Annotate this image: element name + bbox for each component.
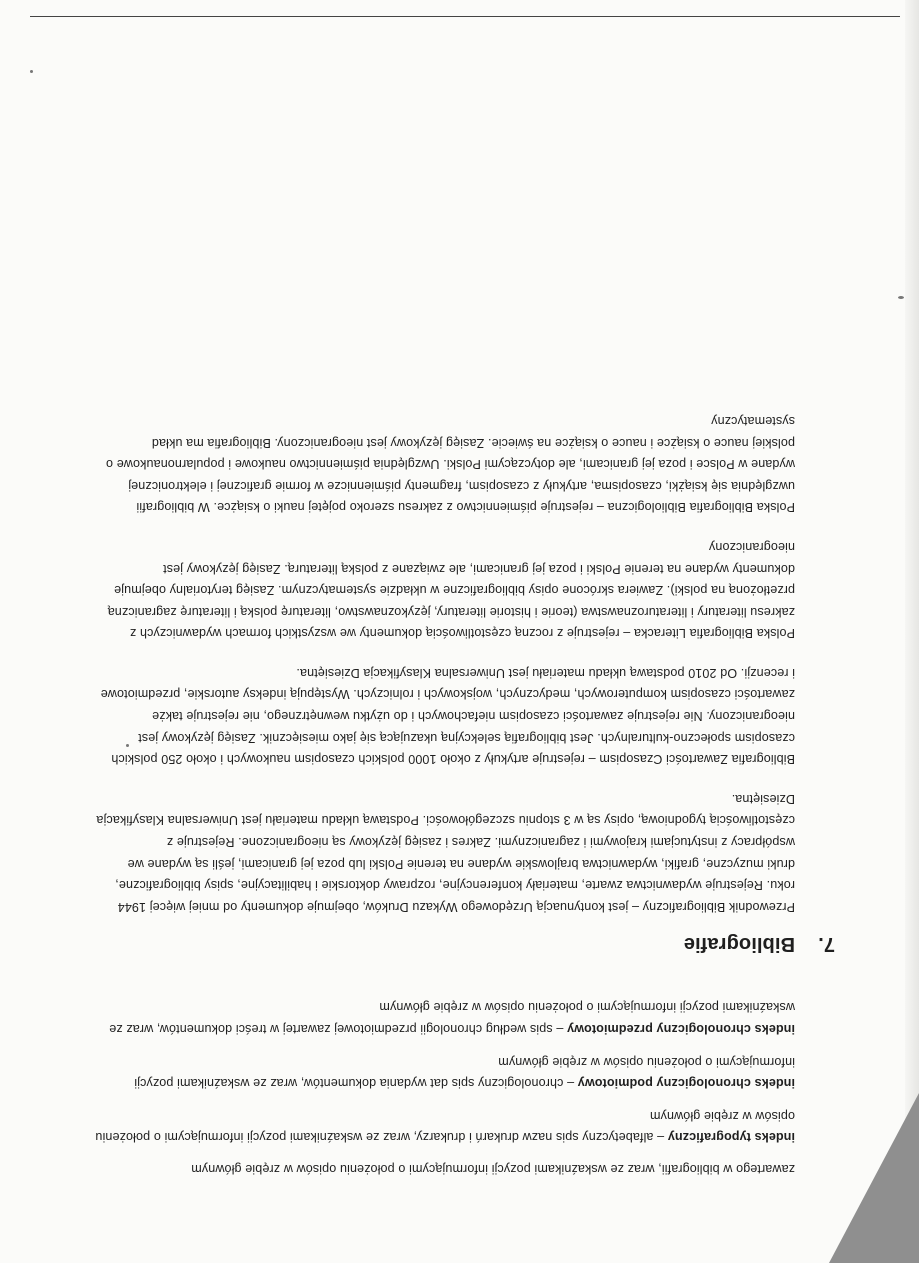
document-body — [95, 391, 835, 1179]
index-term: indeks chronologiczny podmiotowy — [577, 1076, 795, 1091]
spacer — [95, 965, 795, 985]
index-entry-chrono-object — [95, 996, 795, 1039]
index-term: indeks typograficzny — [667, 1130, 795, 1145]
continuation-text: zawartego w bibliografii, wraz ze wskaźnikami pozycji informującymi o położeniu opisów w zrębie głównym — [191, 1162, 795, 1176]
index-description: – alfabetyczny spis nazw drukarń i drukarzy, wraz ze wskaźnikami pozycji informującymi o położeniu opisów w zrębie głównym — [95, 1108, 795, 1145]
folded-corner — [829, 1093, 919, 1263]
index-term: indeks chronologiczny przedmiotowy — [566, 1022, 795, 1037]
paragraph-pbb: Polska Bibliografia Bibliologiczna – rejestruje piśmiennictwo z zakresu szeroko pojętej nauki o książce. W bibliografii uwzględnia się książki, czasopisma, artykuły z czasopism, fragmenty piśmiennicze w formie graficznej i elektronicznej wydane w Polsce i poza jej granicami, ale dotyczącymi Polski. Uwzględnia piśmiennictwo naukowe i popularnonaukowe o polskiej nauce o książce i nauce o książce na świecie. Zasięg językowy jest nieograniczony. Bibliografia ma układ systematyczny — [105, 413, 795, 515]
paragraph-bzc: Bibliografia Zawartości Czasopism – rejestruje artykuły z około 1000 polskich czasopism naukowych i około 250 polskich czasopism społeczno-kulturalnych. Jest bibliografią selekcyjną ukazującą się jako miesięcznik. Zasięg językowy jest nieograniczony. Nie rejestruje zawartości czasopism niefachowych i do użytku wewnętrznego, nie rejestruje także zawartości czasopism komputerowych, medycznych, wojskowych i rolniczych. Występują indeksy autorskie, przedmiotowe i recenzji. Od 2010 podstawą układu materiału jest Uniwersalna Klasyfikacja Dziesiętna. — [100, 665, 795, 767]
paragraph-pbl: Polska Bibliografia Literacka – rejestruje z roczną częstotliwością dokumenty we wszystkich formach wydawniczych z zakresu literatury i literaturoznawstwa (teorie i historie literatury, językoznawstwo, literaturę polską i literaturę zagraniczną przetłożoną na polski). Zawiera skrócone opisy bibliograficzne w układzie systematycznym. Zasięg terytorialny obejmuje dokumenty wydane na terenie Polski i poza jej granicami, ale związane z polską literaturą. Zasięg językowy jest nieograniczony — [107, 539, 795, 641]
section-heading — [95, 931, 835, 957]
index-entry-chrono-subject — [95, 1050, 795, 1093]
scan-speck — [126, 744, 129, 747]
paragraph-przewodnik: Przewodnik Bibliograficzny – jest kontynuacją Urzędowego Wykazu Druków, obejmuje dokumenty od mniej więcej 1944 roku. Rejestruje wydawnictwa zwarte, materiały konferencyjne, rozprawy doktorskie i habilitacyjne, spisy bibliograficzne, druki muzyczne, grafiki, wydawnictwa brajlowskie wydane na terenie Polski lub poza jej granicami, jeśli są wydane we współpracy z instytucjami krajowymi i zagranicznymi. Zakres i zasięg językowy są nieograniczone. Rejestruje z częstotliwością tygodniową, opisy są w 3 stopniu szczegółowości. Podstawą układu materiału jest Uniwersalna Klasyfikacja Dziesiętna. — [96, 791, 795, 914]
scan-speck — [30, 70, 33, 73]
index-entry-typographic — [95, 1104, 795, 1147]
index-description: – spis według chronologii przedmiotowej zawartej w treści dokumentów, wraz ze wskaźnikami pozycji informującymi o położeniu opisów w zrębie głównym — [109, 1000, 795, 1037]
index-description: – chronologiczny spis dat wydania dokumentów, wraz ze wskaźnikami pozycji informującymi o położeniu opisów w zrębie głównym — [134, 1054, 795, 1091]
scan-speck — [898, 296, 904, 299]
section-number: 7. — [818, 932, 835, 955]
section-title: Bibliografie — [683, 932, 795, 955]
